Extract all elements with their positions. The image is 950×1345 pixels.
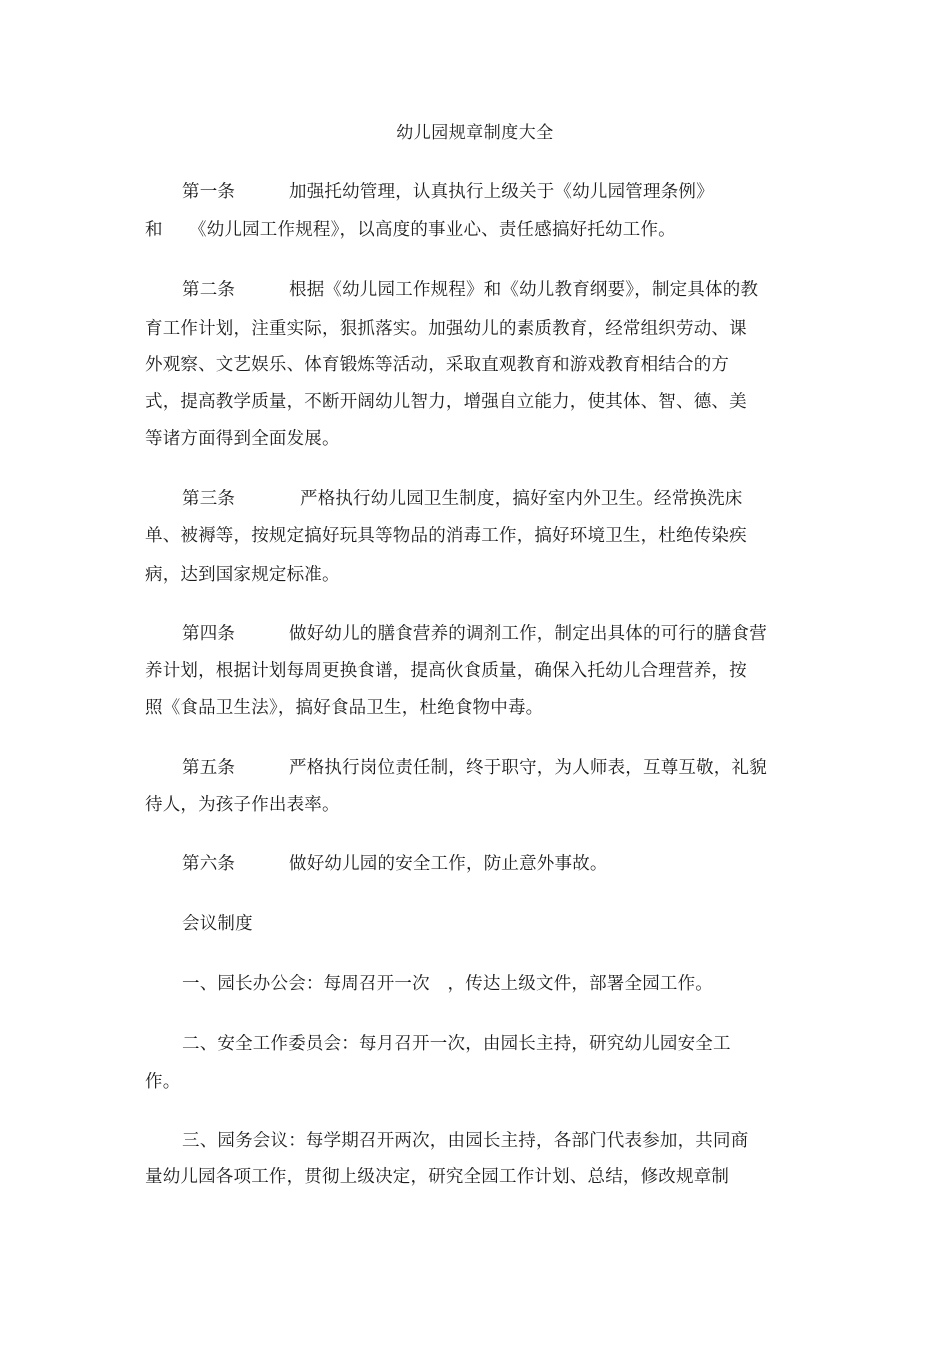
article-4-line-2: 养计划，根据计划每周更换食谱，提高伙食质量，确保入托幼儿合理营养，按: [145, 661, 747, 681]
article-1-text-1: 加强托幼管理，认真执行上级关于《幼儿园管理条例》: [289, 182, 714, 202]
article-3-text-1: 严格执行幼儿园卫生制度，搞好室内外卫生。经常换洗床: [300, 489, 743, 509]
article-4-line-3: 照《食品卫生法》，搞好食品卫生，杜绝食物中毒。: [145, 698, 544, 718]
article-6-line-1: [182, 850, 608, 875]
article-5-line-2: 待人，为孩子作出表率。: [145, 795, 340, 815]
article-3-line-2: 单、被褥等，按规定搞好玩具等物品的消毒工作，搞好环境卫生，杜绝传染疾: [145, 526, 747, 546]
meeting-item-3-line-2: 量幼儿园各项工作，贯彻上级决定，研究全园工作计划、总结，修改规章制: [145, 1167, 730, 1187]
article-1-number: 第一条: [182, 182, 236, 202]
article-4-number: 第四条: [182, 624, 236, 644]
article-2-text-1: 根据《幼儿园工作规程》和《幼儿教育纲要》，制定具体的教: [289, 280, 759, 300]
article-2-line-2: 育工作计划，注重实际，狠抓落实。加强幼儿的素质教育，经常组织劳动、课: [145, 319, 747, 339]
article-4-line-1: [182, 620, 767, 645]
article-2-number: 第二条: [182, 280, 236, 300]
article-2-line-3: 外观察、文艺娱乐、体育锻炼等活动，采取直观教育和游戏教育相结合的方: [145, 355, 730, 375]
article-5-number: 第五条: [182, 758, 236, 778]
article-5-line-1: [182, 754, 767, 779]
article-3-line-3: 病，达到国家规定标准。: [145, 565, 340, 585]
article-2-line-5: 等诸方面得到全面发展。: [145, 429, 340, 449]
article-4-text-1: 做好幼儿的膳食营养的调剂工作，制定出具体的可行的膳食营: [289, 624, 767, 644]
meeting-item-3-line-1: 三、园务会议：每学期召开两次，由园长主持，各部门代表参加，共同商: [182, 1131, 749, 1151]
article-1-line-2: [145, 216, 676, 241]
article-1-conjunction: 和: [145, 220, 163, 240]
article-1-text-2: 《幼儿园工作规程》，以高度的事业心、责任感搞好托幼工作。: [189, 220, 676, 240]
meeting-item-2-line-1: 二、安全工作委员会：每月召开一次，由园长主持，研究幼儿园安全工: [182, 1034, 731, 1054]
article-2-line-4: 式，提高教学质量，不断开阔幼儿智力，增强自立能力，使其体、智、德、美: [145, 392, 747, 412]
article-1-line-1: [182, 178, 714, 203]
article-3-number: 第三条: [182, 489, 236, 509]
article-3-line-1: [182, 485, 743, 510]
article-2-line-1: [182, 276, 758, 301]
meeting-heading: 会议制度: [182, 914, 253, 934]
article-5-text-1: 严格执行岗位责任制，终于职守，为人师表，互尊互敬，礼貌: [289, 758, 767, 778]
meeting-item-2-line-2: 作。: [145, 1072, 181, 1092]
article-6-text-1: 做好幼儿园的安全工作，防止意外事故。: [289, 854, 608, 874]
document-title: 幼儿园规章制度大全: [396, 123, 554, 143]
meeting-item-1: 一、园长办公会：每周召开一次 ，传达上级文件，部署全园工作。: [182, 974, 713, 994]
article-6-number: 第六条: [182, 854, 236, 874]
